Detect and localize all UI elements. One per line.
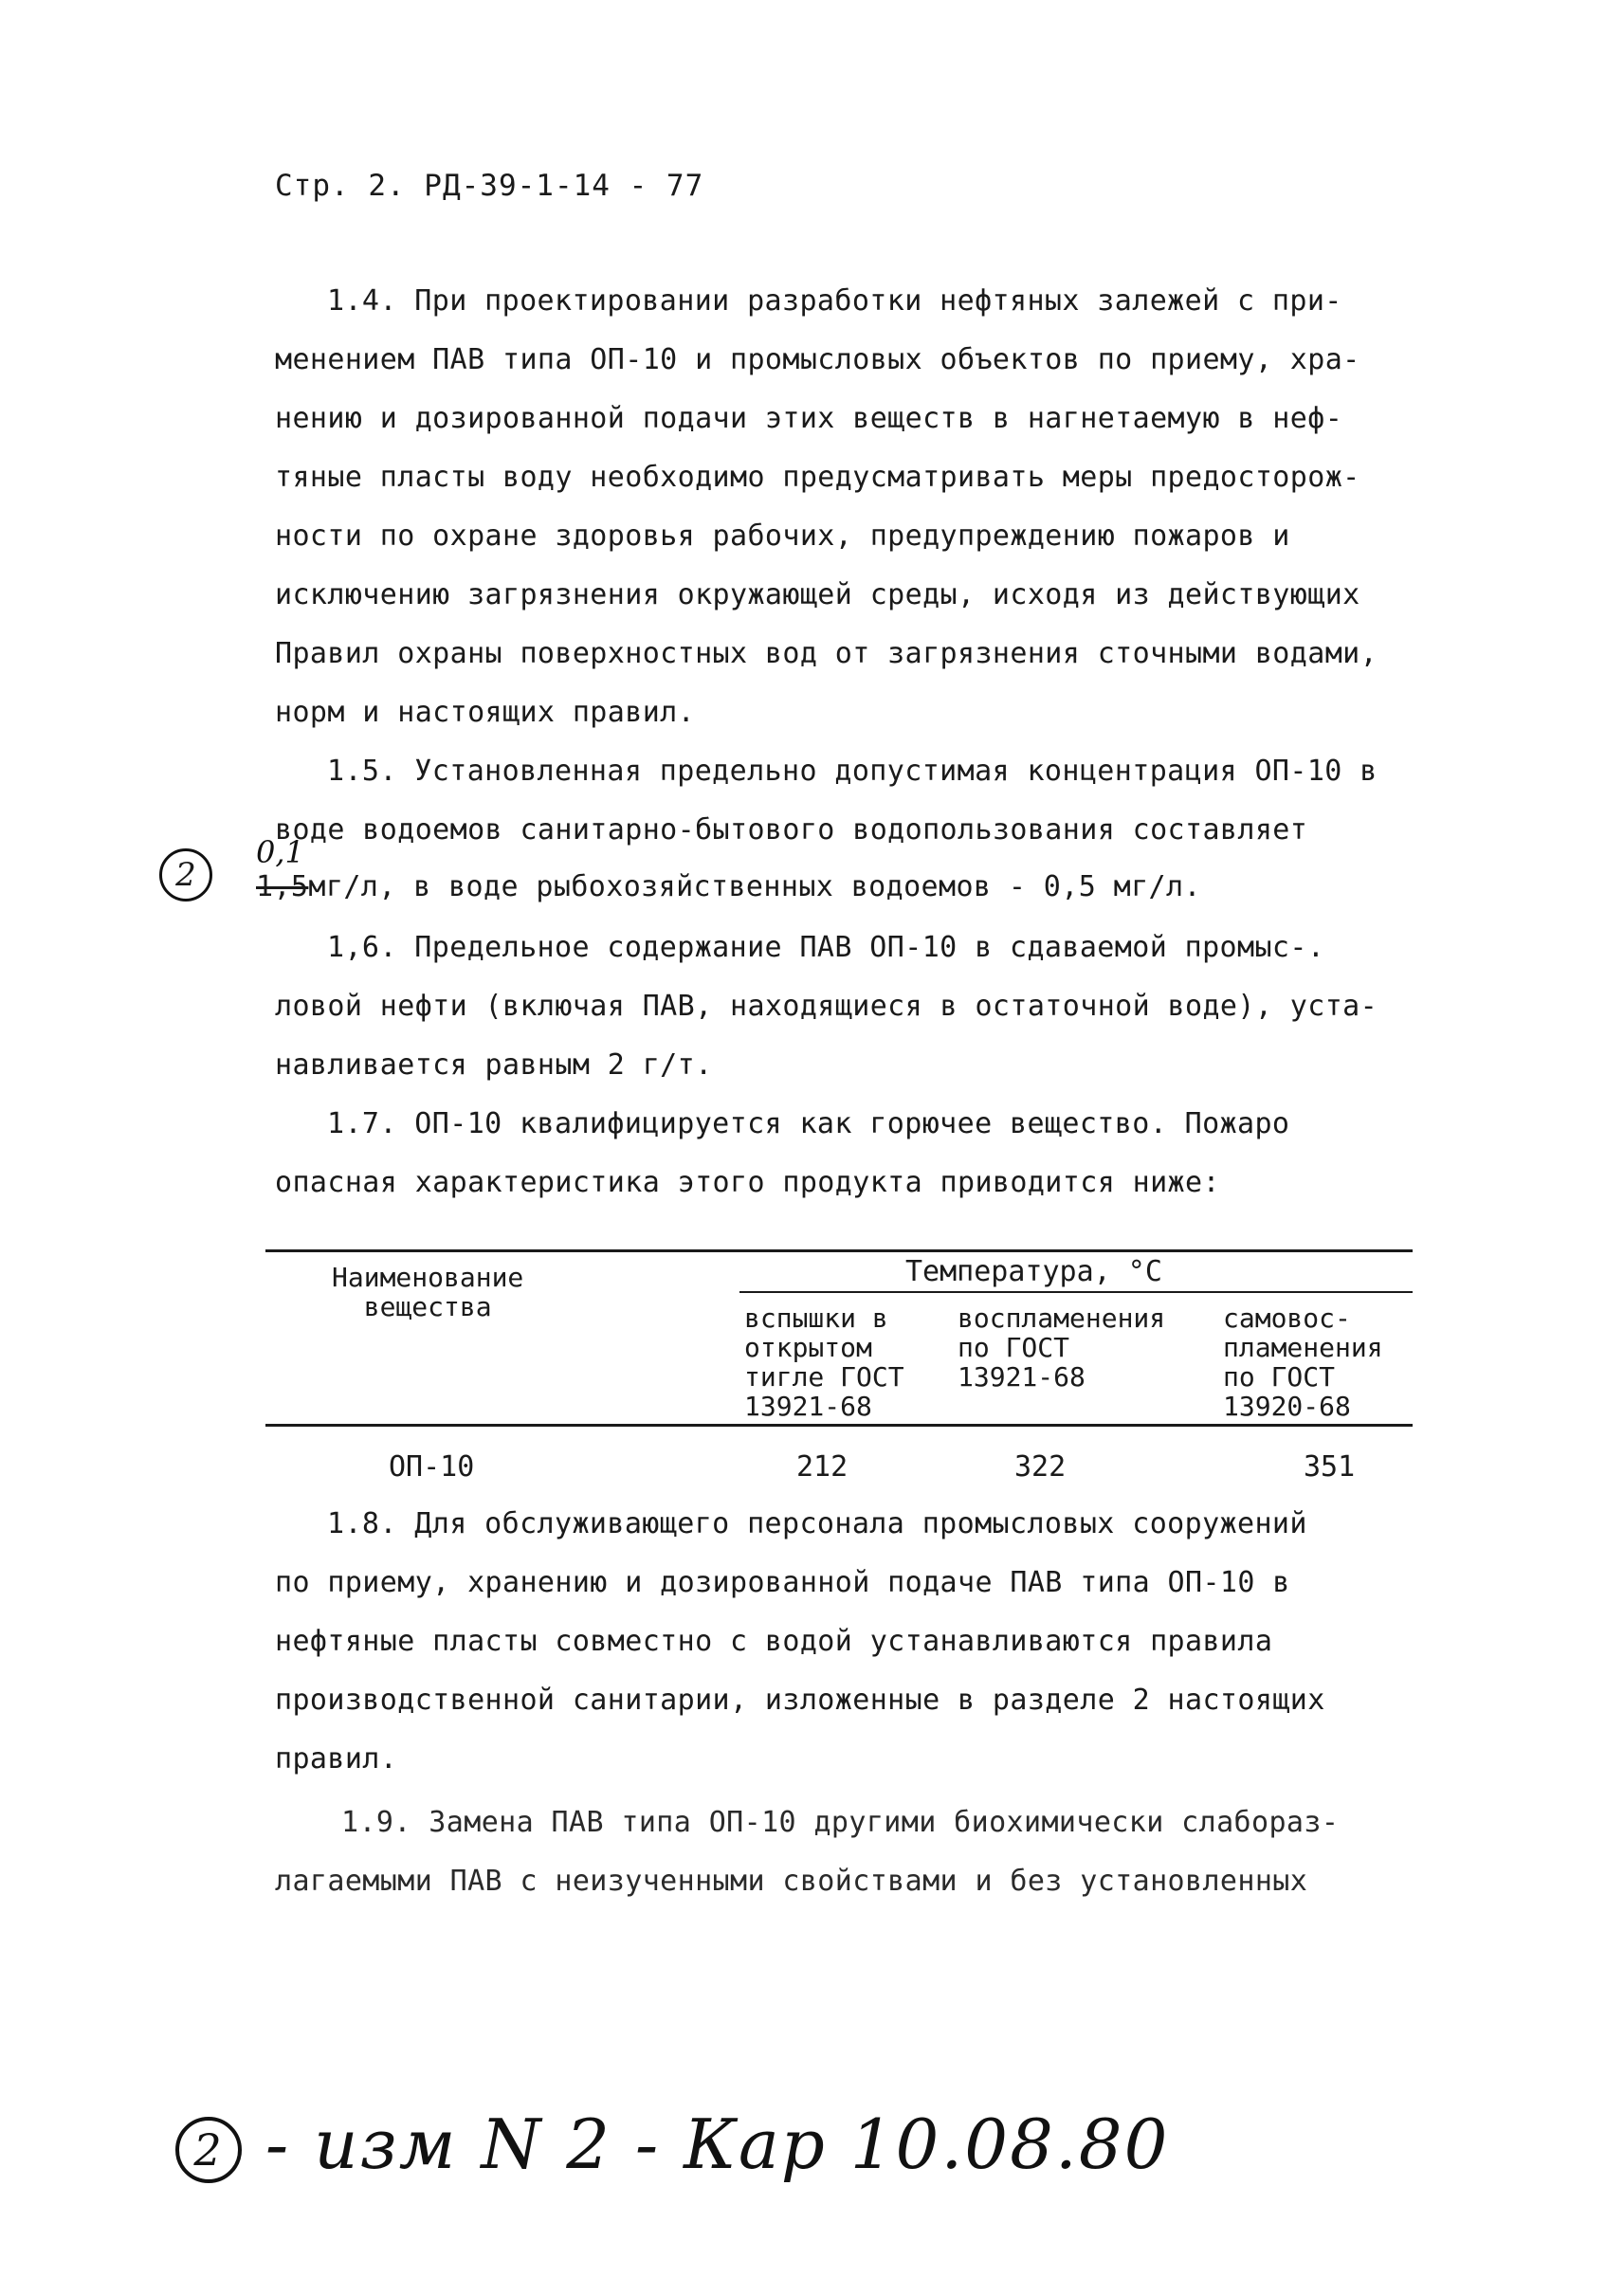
table-top-rule bbox=[265, 1249, 1413, 1252]
text-line: воде водоемов санитарно-бытового водопользования составляет bbox=[275, 813, 1308, 847]
page-header: Стр. 2. РД-39-1-14 - 77 bbox=[275, 169, 704, 203]
text-line: по приему, хранению и дозированной подаче ПАВ типа ОП-10 в bbox=[275, 1566, 1290, 1599]
text-line: ловой нефти (включая ПАВ, находящиеся в остаточной воде), уста- bbox=[275, 990, 1378, 1023]
text-line-rest: мг/л, в воде рыбохозяйственных водоемов - 0,5 мг/л. bbox=[308, 870, 1201, 903]
text-line: 1.5. Установленная предельно допустимая концентрация ОП-10 в bbox=[327, 755, 1378, 788]
text-line: правил. bbox=[275, 1742, 398, 1776]
text-line: ности по охране здоровья рабочих, предупреждению пожаров и bbox=[275, 519, 1290, 553]
text-line: 1.8. Для обслуживающего персонала промысловых сооружений bbox=[327, 1507, 1307, 1540]
table-header-name: Наименование вещества bbox=[332, 1262, 524, 1322]
table-header-flash: вспышки в открытом тигле ГОСТ 13921-68 bbox=[744, 1302, 904, 1422]
margin-change-mark: 2 bbox=[159, 848, 212, 902]
table-header-ignition: воспламенения по ГОСТ 13921-68 bbox=[958, 1302, 1166, 1393]
text-line bbox=[256, 870, 1201, 903]
table-header-autoignition: самовос- пламенения по ГОСТ 13920-68 bbox=[1223, 1302, 1383, 1422]
table-subheader-rule bbox=[739, 1291, 1413, 1293]
text-line: 1.4. При проектировании разработки нефтяных залежей с при- bbox=[327, 284, 1342, 318]
table-cell-ignition: 322 bbox=[1014, 1450, 1067, 1484]
table-cell-flash: 212 bbox=[796, 1450, 848, 1484]
table-header-temperature: Температура, °С bbox=[905, 1255, 1162, 1288]
table-cell-name: ОП-10 bbox=[389, 1450, 475, 1484]
text-line: нению и дозированной подачи этих веществ в нагнетаемую в неф- bbox=[275, 402, 1343, 435]
handwritten-correction: 0,1 bbox=[256, 834, 304, 870]
amendment-circle: 2 bbox=[175, 2117, 242, 2183]
amendment-text: - изм N 2 - Кар 10.08.80 bbox=[265, 2104, 1170, 2184]
struck-value: 1,5 bbox=[256, 870, 309, 903]
table-header-rule bbox=[265, 1424, 1413, 1427]
text-line: менением ПАВ типа ОП-10 и промысловых объектов по приему, хра- bbox=[275, 343, 1360, 376]
text-line: исключению загрязнения окружающей среды, исходя из действующих bbox=[275, 578, 1360, 611]
text-line: навливается равным 2 г/т. bbox=[275, 1048, 713, 1082]
text-line: нефтяные пласты совместно с водой устанавливаются правила bbox=[275, 1625, 1273, 1658]
text-line: опасная характеристика этого продукта приводится ниже: bbox=[275, 1166, 1220, 1199]
table-cell-autoignition: 351 bbox=[1304, 1450, 1356, 1484]
text-line: тяные пласты воду необходимо предусматривать меры предосторож- bbox=[275, 461, 1360, 494]
text-line: лагаемыми ПАВ с неизученными свойствами и без установленных bbox=[275, 1865, 1308, 1898]
text-line: норм и настоящих правил. bbox=[275, 696, 696, 729]
text-line: 1.9. Замена ПАВ типа ОП-10 другими биохимически слаборaз- bbox=[341, 1806, 1340, 1839]
text-line: 1.7. ОП-10 квалифицируется как горючее вещество. Пожаро bbox=[327, 1107, 1290, 1140]
text-line: Правил охраны поверхностных вод от загрязнения сточными водами, bbox=[275, 637, 1378, 670]
handwritten-amendment-note bbox=[175, 2104, 1169, 2184]
text-line: 1,6. Предельное содержание ПАВ ОП-10 в сдаваемой промыс-. bbox=[327, 931, 1325, 964]
text-line: производственной санитарии, изложенные в разделе 2 настоящих bbox=[275, 1684, 1325, 1717]
